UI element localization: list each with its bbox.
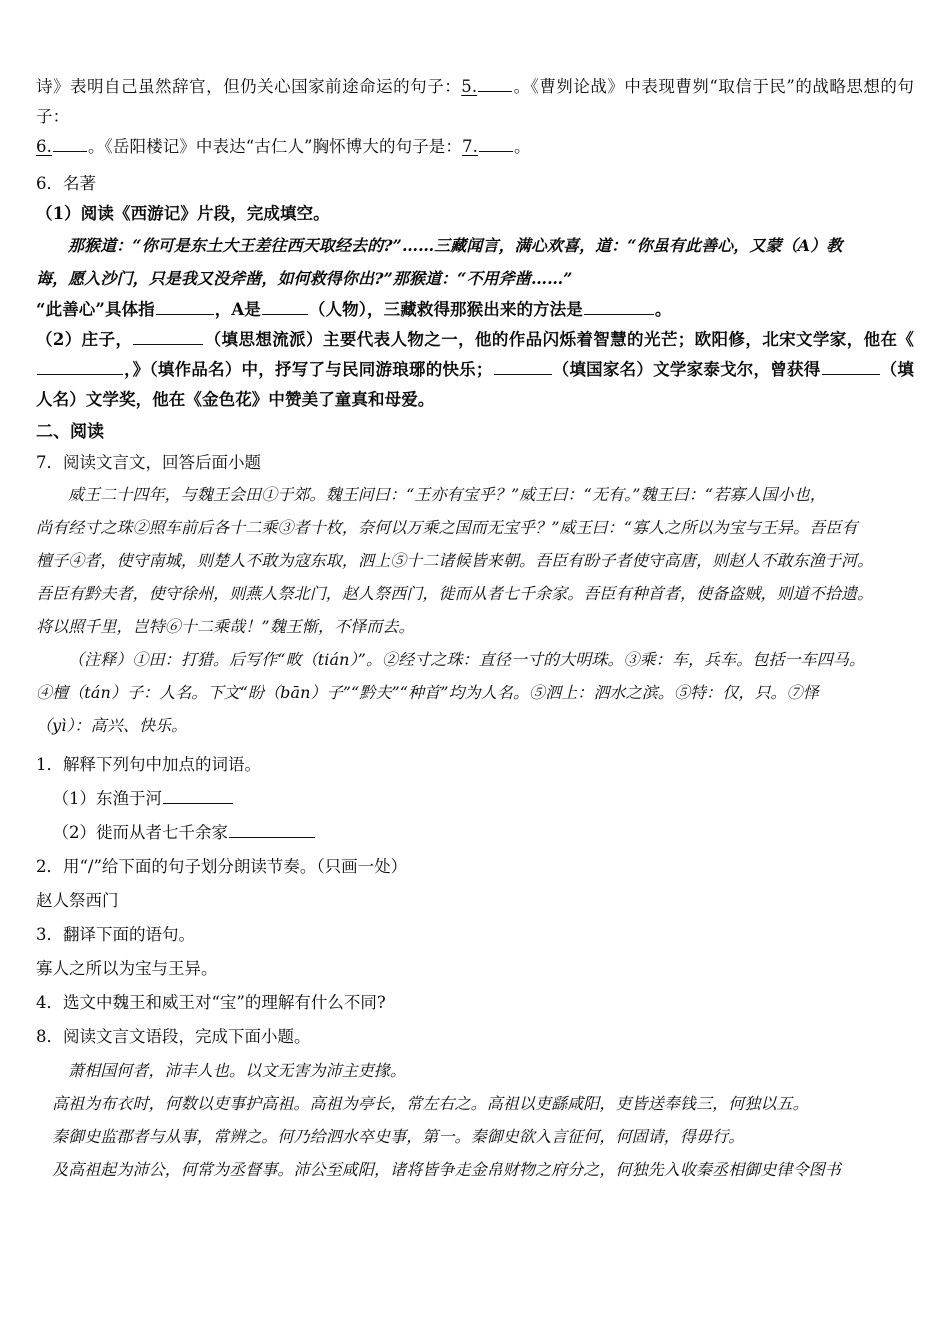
passage-8-line-1: 萧相国何者，沛丰人也。以文无害为沛主吏掾。 [68,1061,407,1080]
item-text: （2）徙而从者七千余家 [52,823,228,842]
answer-marker-5: 5. [461,77,478,96]
question-7-title: 阅读文言文，回答后面小题 [63,453,261,472]
question-7-item-1 [36,748,914,782]
sub2-text-3: ，》（填作品名）中，抒写了与民同游琅琊的快乐； [124,360,493,379]
answer-blank [229,821,315,838]
answer-blank-5 [478,75,512,92]
carryover-line-1 [36,72,914,132]
xiyouji-excerpt-line-1: 那猴道：“你可是东土大王差往西天取经去的?”……三藏闻言，满心欢喜，道：“你虽有此善心，又蒙（A）教 [68,236,843,255]
xiyouji-excerpt-line-2: 诲，愿入沙门，只是我又没斧凿，如何救得你出?”那猴道：“不用斧凿……” [36,269,573,288]
section-2-heading: 二、阅读 [36,422,104,442]
fill-blank-2 [262,298,308,315]
sub2-text-1: （2）庄子， [36,330,133,349]
passage-8-line-2: 高祖为布衣时，何数以吏事护高祖。高祖为亭长，常左右之。高祖以吏繇咸阳，吏皆送奉钱三，何独以五。 [52,1094,809,1113]
question-7-heading [36,447,914,478]
question-7-item-1-2 [36,816,914,850]
fill-mid1-text: ，A是 [214,300,261,319]
sub2-blank-3 [494,358,552,375]
item-number: 3． [36,925,63,944]
item-number: 2． [36,857,63,876]
question-6-fill-line [36,295,914,325]
question-7-item-4 [36,986,914,1020]
passage-7-line-2: 尚有经寸之珠②照车前后各十二乘③者十枚，奈何以万乘之国而无宝乎？”威王曰：“寡人之所以为宝与王异。吾臣有 [36,518,858,537]
fill-pre-text: “此善心”具体指 [36,300,155,319]
question-6-sub1-label: （1）阅读《西游记》片段，完成填空。 [36,204,330,223]
passage-7-line-1: 威王二十四年，与魏王会田①于郊。魏王问曰：“王亦有宝乎？”威王曰：“无有。”魏王曰：“若寡人国小也， [68,485,826,504]
fill-blank-1 [156,298,214,315]
carryover-text-1: 诗》表明自己虽然辞官，但仍关心国家前途命运的句子： [36,77,462,96]
question-8-number: 8． [36,1027,63,1046]
answer-marker-6: 6. [36,137,52,156]
answer-blank [163,787,233,804]
item-text: 解释下列句中加点的词语。 [63,755,261,774]
item-number: 1． [36,755,63,774]
document-body [36,72,914,1186]
passage-8-line-4: 及高祖起为沛公，何常为丞督事。沛公至咸阳，诸将皆争走金帛财物之府分之，何独先入收秦丞相御史律令图书 [52,1160,841,1179]
fill-end-text: 。 [654,300,672,319]
item-text: （1）东渔于河 [52,789,162,808]
passage-7-note-3: （yì）：高兴、快乐。 [36,716,188,735]
passage-8-line-3: 秦御史监郡者与从事，常辨之。何乃给泗水卒史事，第一。秦御史欲入言征何，何固请，得毋行。 [52,1127,745,1146]
carryover-line-2 [36,132,914,162]
item-text: 用“/”给下面的句子划分朗读节奏。（只画一处） [63,857,408,876]
sub2-blank-4 [822,358,880,375]
question-7-item-3 [36,918,914,952]
question-7-number: 7． [36,453,63,472]
item-text: 选文中魏王和威王对“宝”的理解有什么不同? [63,993,386,1012]
question-6-title: 名著 [63,174,96,193]
question-6-number: 6． [36,174,63,193]
item-number: 4． [36,993,63,1012]
question-7-item-1-1 [36,782,914,816]
passage-7-line-3: 檀子④者，使守南城，则楚人不敢为寇东取，泗上⑤十二诸候皆来朝。吾臣有盼子者使守高唐，则赵人不敢东渔于河。 [36,551,874,570]
question-8-heading [36,1020,914,1054]
question-7-item-2 [36,850,914,884]
passage-7-note-1: （注释）①田：打猎。后写作“畋（tián）”。②经寸之珠：直径一寸的大明珠。③乘：车，兵车。包括一车四马。 [68,650,866,669]
question-7-item-2-sentence: 赵人祭西门 [36,891,119,910]
passage-7-line-4: 吾臣有黔夫者，使守徐州，则燕人祭北门，赵人祭西门，徙而从者七千余家。吾臣有种首者，使备盗贼，则道不拾遗。 [36,584,874,603]
sub2-text-6: 名）文学奖，他在《金色花》中赞美了童真和母爱。 [52,390,435,409]
passage-7-line-5: 将以照千里，岂特⑥十二乘哉！”魏王惭，不怿而去。 [36,617,415,636]
item-text: 翻译下面的语句。 [63,925,195,944]
carryover-text-3: 。《岳阳楼记》中表达“古仁人”胸怀博大的句子是： [87,137,462,156]
sub2-blank-1 [133,328,203,345]
sub2-text-2: （填思想流派）主要代表人物之一，他的作品闪烁着智慧的光芒；欧阳修，北宋文学家，他在《 [204,330,914,349]
carryover-text-2: 。《曹刿论战》中表现曹刿“取信于民”的战略思想的句子： [36,77,915,126]
sub2-blank-2 [37,358,123,375]
answer-blank-7 [479,135,513,152]
answer-blank-6 [53,135,87,152]
question-6-heading [36,168,914,199]
fill-blank-3 [584,298,654,315]
fill-mid2-text: （人物），三藏救得那猴出来的方法是 [308,300,583,319]
question-6-sub2 [36,325,914,415]
sub2-text-5: （填人 [36,360,914,409]
question-8-title: 阅读文言文语段，完成下面小题。 [63,1027,311,1046]
carryover-text-4: 。 [513,137,531,156]
answer-marker-7: 7. [461,137,478,156]
question-7-item-3-sentence: 寡人之所以为宝与王异。 [36,959,218,978]
sub2-text-4: （填国家名）文学家泰戈尔，曾获得 [552,360,821,379]
passage-7-note-2: ④檀（tán）子：人名。下文“盼（bān）子”“黔夫”“种首”均为人名。⑤泗上：泗水之滨。⑤特：仅，只。⑦怿 [36,683,819,702]
